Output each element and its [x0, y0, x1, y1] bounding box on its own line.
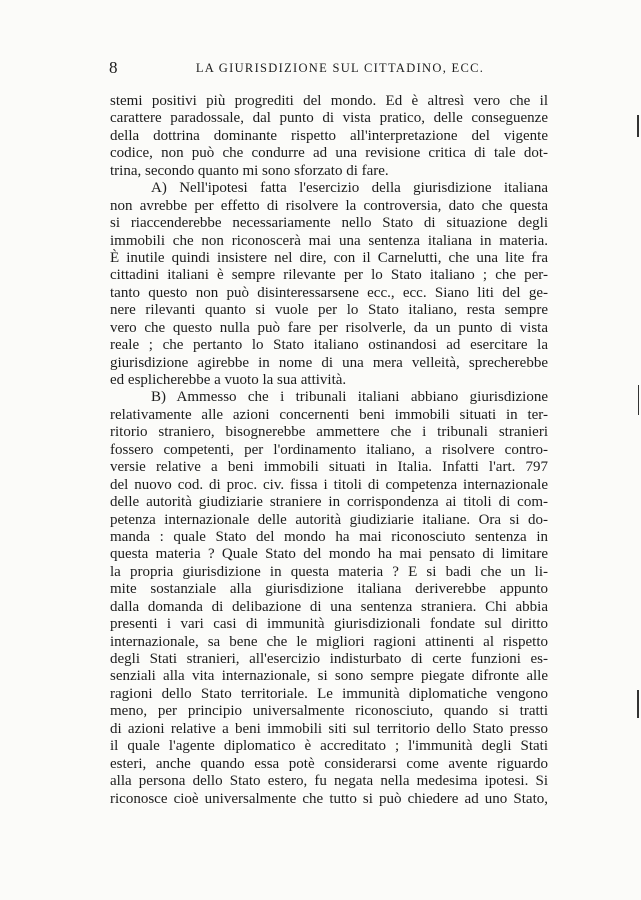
scan-edge-mark [637, 690, 639, 718]
text-line: esteri, anche quando essa potè considerarsi come avente riguardo [110, 755, 548, 772]
paragraph [110, 389, 548, 808]
scan-edge-mark [638, 385, 639, 415]
text-line: giurisdizione agirebbe in nome di una mera velleità, sprecherebbe [110, 354, 548, 371]
text-line: alla persona dello Stato estero, fu negata nella medesima ipotesi. Si [110, 773, 548, 790]
text-line: dalla domanda di delibazione di una sentenza straniera. Chi abbia [110, 598, 548, 615]
text-line: senziali alla vita internazionale, si sono sempre piegate difronte alle [110, 668, 548, 685]
paragraph [110, 180, 548, 389]
text-line: vero che questo nulla può fare per risolverle, da un punto di vista [110, 319, 548, 336]
scan-edge-mark [637, 115, 639, 137]
text-line: codice, non può che condurre ad una revisione critica di tale dot- [110, 145, 548, 162]
text-line: È inutile quindi insistere nel dire, con il Carnelutti, che una lite fra [110, 249, 548, 266]
text-line: riconosce cioè universalmente che tutto si può chiedere ad uno Stato, [110, 790, 548, 807]
text-line: petenza internazionale delle autorità giudiziarie italiane. Ora si do- [110, 511, 548, 528]
text-line: non avrebbe per effetto di risolvere la controversia, dato che questa [110, 197, 548, 214]
running-title: LA GIURISDIZIONE SUL CITTADINO, ECC. [195, 61, 485, 75]
text-line: tanto questo non può disinteressarsene ecc., ecc. Siano liti del ge- [110, 284, 548, 301]
text-line: cittadini italiani è sempre rilevante per lo Stato italiano ; che per- [110, 267, 548, 284]
text-line: internazionale, sa bene che le migliori ragioni attinenti al rispetto [110, 633, 548, 650]
text-line: A) Nell'ipotesi fatta l'esercizio della giurisdizione italiana [151, 180, 548, 197]
page-number: 8 [109, 58, 118, 77]
text-line: ritorio straniero, bisognerebbe ammettere che i tribunali stranieri [110, 424, 548, 441]
text-line: reale ; che pertanto lo Stato italiano ostinandosi ad esercitare la [110, 337, 548, 354]
text-line: manda : quale Stato del mondo ha mai riconosciuto sentenza in [110, 528, 548, 545]
text-line: della dottrina dominante rispetto all'interpretazione del vigente [110, 127, 548, 144]
text-line: del nuovo cod. di proc. civ. fissa i titoli di competenza internazionale [110, 476, 548, 493]
text-line: presenti i vari casi di immunità giurisdizionali fondate sul diritto [110, 616, 548, 633]
text-line: versie relative a beni immobili situati in Italia. Infatti l'art. 797 [110, 459, 548, 476]
text-line: carattere paradossale, dal punto di vista pratico, delle conseguenze [110, 110, 548, 127]
text-line: immobili che non riconoscerà mai una sentenza italiana in materia. [110, 232, 548, 249]
text-line: fossero competenti, per l'ordinamento italiano, a risolvere contro- [110, 441, 548, 458]
text-line: ragioni dello Stato territoriale. Le immunità diplomatiche vengono [110, 685, 548, 702]
text-line: mite sostanziale alla giurisdizione italiana deriverebbe appunto [110, 581, 548, 598]
text-line: trina, secondo quanto mi sono sforzato di fare. [110, 162, 389, 179]
body-text [110, 93, 548, 808]
text-line: B) Ammesso che i tribunali italiani abbiano giurisdizione [151, 389, 548, 406]
text-line: stemi positivi più progrediti del mondo. Ed è altresì vero che il [110, 93, 548, 109]
text-line: relativamente alle azioni concernenti beni immobili situati in ter- [110, 406, 548, 423]
text-line: questa materia ? Quale Stato del mondo ha mai pensato di limitare [110, 546, 548, 563]
text-line: il quale l'agente diplomatico è accreditato ; l'immunità degli Stati [110, 738, 548, 755]
text-line: nere rilevanti quanto si vuole per lo Stato italiano, resta sempre [110, 302, 548, 319]
text-line: di azioni relative a beni immobili siti sul territorio dello Stato presso [110, 720, 548, 737]
text-line: si riaccenderebbe necessariamente nello Stato di situazione degli [110, 215, 548, 232]
text-line: delle autorità giudiziarie straniere in corrispondenza ai titoli di com- [110, 494, 548, 511]
text-line: degli Stati stranieri, all'esercizio indisturbato di certe funzioni es- [110, 651, 548, 667]
text-line: meno, per principio universalmente riconosciuto, quando si tratti [110, 703, 548, 720]
paragraph [110, 93, 548, 180]
text-line: ed esplicherebbe a vuoto la sua attività. [110, 372, 347, 388]
text-line: la propria giurisdizione in questa materia ? E si badi che un li- [110, 563, 548, 580]
